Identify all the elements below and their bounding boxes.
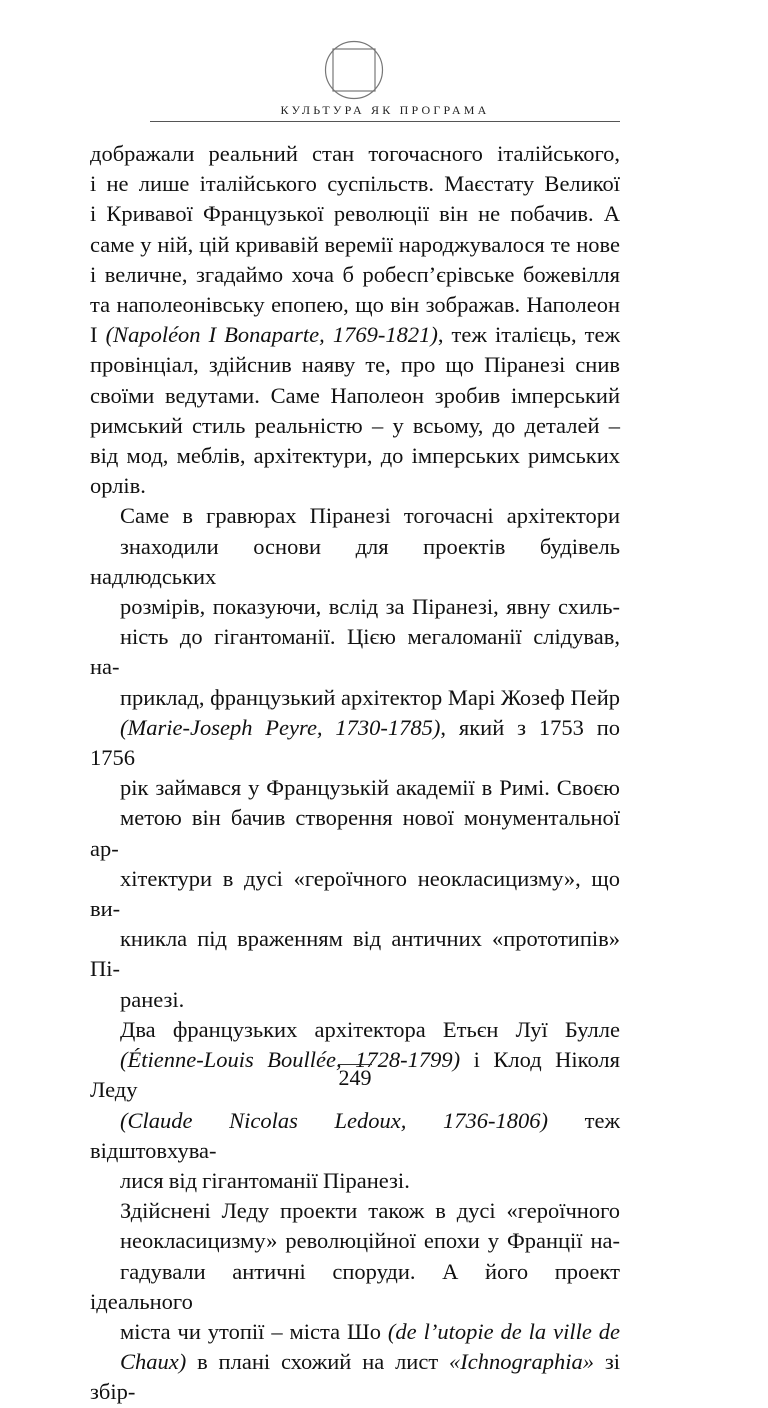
circle-square-emblem-icon <box>322 38 386 102</box>
text-span: І <box>90 322 106 348</box>
italic-span: (Claude Nicolas Ledoux, 1736-1806) <box>120 1107 548 1133</box>
text-span: і величне, згадаймо хоча б робесп’єрівське божевілля <box>90 261 620 287</box>
text-span: дображали реальний стан тогочасного італійського, <box>90 141 620 166</box>
text-line <box>90 441 620 471</box>
text-line <box>90 320 620 350</box>
text-span: Саме в гравюрах Піранезі тогочасні архітектори <box>120 503 620 529</box>
text-span: розмірів, показуючи, вслід за Піранезі, явну схиль- <box>120 594 620 620</box>
header-rule <box>150 121 620 122</box>
text-line <box>90 1196 620 1226</box>
text-line <box>90 290 620 320</box>
paragraph <box>90 1015 620 1196</box>
italic-span: (Marie-Joseph Peyre, 1730-1785) <box>120 714 441 740</box>
text-span: від мод, меблів, архітектури, до імперських римських <box>90 443 620 469</box>
text-span: міста чи утопії – міста Шо <box>120 1318 388 1344</box>
text-span: Здійснені Леду проекти також в дусі «героїчного <box>120 1198 620 1224</box>
text-span: лися від гігантоманії Піранезі. <box>120 1167 410 1193</box>
page-number: 249 <box>338 1065 372 1090</box>
text-line <box>90 260 620 290</box>
text-line <box>90 139 620 169</box>
text-span: рік займався у Французькій академії в Римі. Своєю <box>120 775 620 801</box>
text-span: кникла під враженням від античних «прототипів» Пі- <box>90 926 620 982</box>
text-span: і Клод Ніколя Леду <box>90 1047 620 1103</box>
text-line <box>90 1106 620 1166</box>
text-line <box>90 713 620 773</box>
text-span: і не лише італійського суспільств. Маєстату Великої <box>90 171 620 197</box>
text-line <box>90 532 620 592</box>
text-line <box>90 501 620 531</box>
text-span: приклад, французький архітектор Марі Жозеф Пейр <box>120 684 620 710</box>
text-line <box>90 924 620 984</box>
text-line <box>90 1347 620 1407</box>
text-line <box>90 592 620 622</box>
text-line <box>90 683 620 713</box>
text-span: неокласицизму» революційної епохи у Франції на- <box>120 1228 620 1254</box>
paragraph <box>90 139 620 501</box>
text-span: хітектури в дусі «героїчного неокласицизму», що ви- <box>90 865 620 922</box>
text-span: зі збір- <box>90 1349 620 1405</box>
body-text <box>90 139 620 1408</box>
text-span: своїми ведутами. Саме Наполеон зробив імперський <box>90 382 620 408</box>
text-span: та наполеонівську епопею, що він зображав. Наполеон <box>90 292 620 318</box>
text-span: гадували античні споруди. А його проект ідеального <box>90 1258 620 1314</box>
text-line <box>90 1166 620 1196</box>
paragraph <box>90 1196 620 1407</box>
text-line <box>90 199 620 229</box>
text-line <box>90 773 620 803</box>
text-line <box>90 471 620 501</box>
text-line <box>90 803 620 863</box>
running-title: КУЛЬТУРА ЯК ПРОГРАМА <box>280 103 490 117</box>
text-span: орлів. <box>90 473 146 499</box>
text-line <box>90 411 620 441</box>
text-span: в плані схожий на лист <box>186 1349 450 1375</box>
text-line <box>90 622 620 682</box>
text-line <box>90 1015 620 1045</box>
text-line <box>90 1257 620 1317</box>
italic-span: (Napoléon I Bonaparte, 1769-1821) <box>105 322 438 348</box>
text-span: Два французьких архітектора Етьєн Луї Булле <box>120 1016 620 1042</box>
italic-span: (Étienne-Louis Boullée, 1728-1799) <box>120 1047 461 1073</box>
text-line <box>90 1317 620 1347</box>
text-span: , теж італієць, теж <box>437 322 620 348</box>
text-line <box>90 1226 620 1256</box>
text-span: ранезі. <box>120 986 185 1012</box>
text-line <box>90 381 620 411</box>
italic-span: Chaux) <box>120 1349 187 1375</box>
text-span: ність до гігантоманії. Цією мегаломанії слідував, на- <box>90 624 620 680</box>
text-span: провінціал, здійснив наяву те, про що Піранезі снив <box>90 352 620 378</box>
italic-span: (de l’utopie de la ville de <box>387 1318 621 1344</box>
text-line <box>90 350 620 380</box>
text-span: саме у ній, цій кривавій веремії народжувалося те нове <box>90 231 620 257</box>
text-span: знаходили основи для проектів будівель надлюдських <box>90 533 620 589</box>
text-line <box>90 230 620 260</box>
text-line <box>90 864 620 924</box>
text-span: метою він бачив створення нової монументальної ар- <box>90 805 620 861</box>
text-span: теж відштовхува- <box>90 1107 620 1163</box>
text-span: , який з 1753 по 1756 <box>90 714 620 771</box>
italic-span: «Ichnographia» <box>449 1349 595 1375</box>
text-span: і Кривавої Французької революції він не побачив. А <box>90 201 620 227</box>
text-span: римський стиль реальністю – у всьому, до деталей – <box>90 412 620 438</box>
text-line <box>90 169 620 199</box>
text-line <box>90 985 620 1015</box>
paragraph <box>90 501 620 1014</box>
